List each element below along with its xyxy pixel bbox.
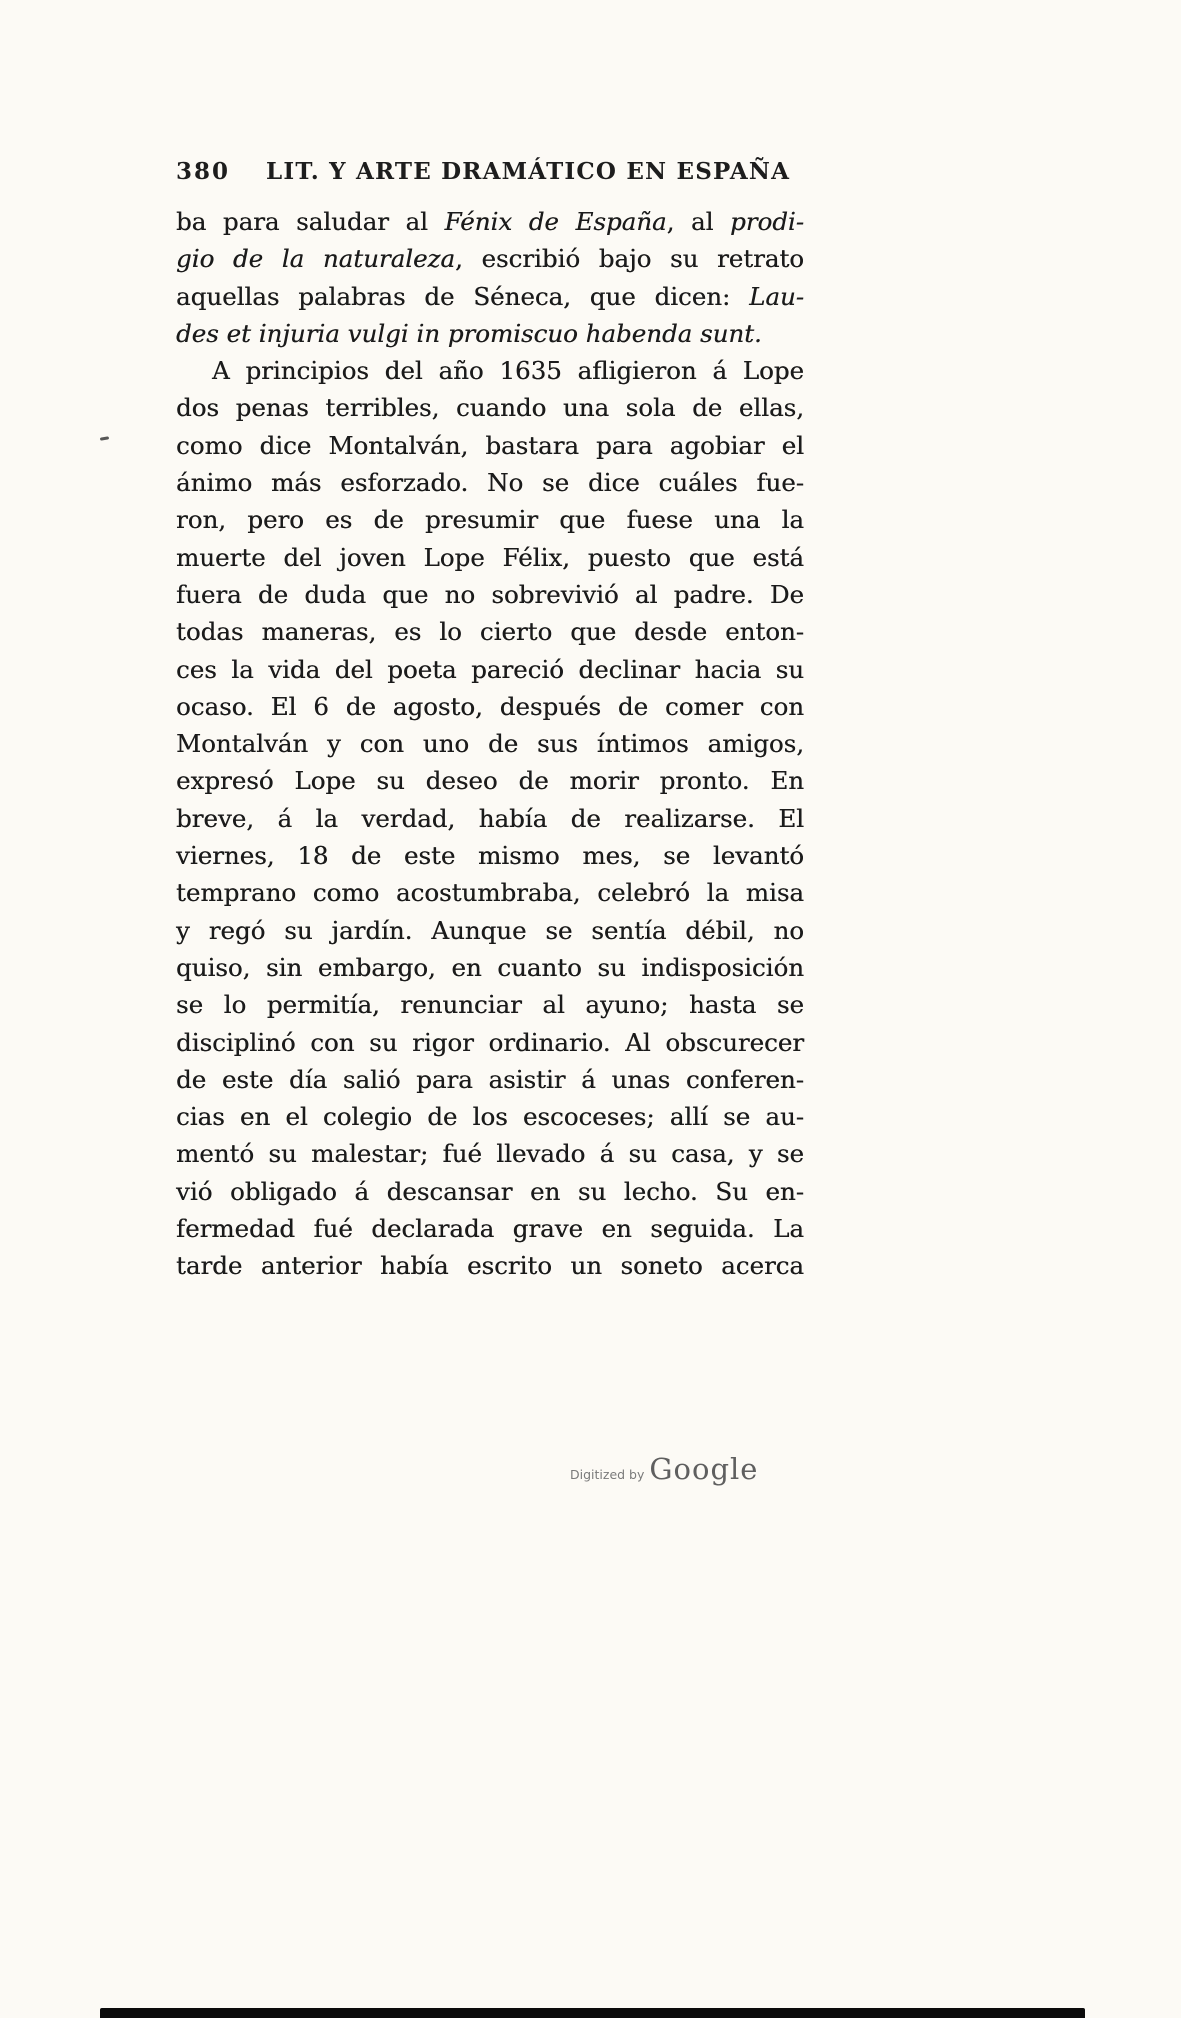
text-run: tarde anterior había escrito un soneto acerca [176, 1251, 804, 1281]
text-run: aquellas palabras de Séneca, que dicen: [176, 281, 750, 311]
text-run: ánimo más esforzado. No se dice cuáles fue- [176, 468, 804, 498]
text-run: y regó su jardín. Aunque se sentía débil, no [176, 915, 804, 945]
text-line [176, 278, 804, 315]
text-run: breve, á la verdad, había de realizarse. El [176, 803, 804, 833]
text-line [176, 389, 804, 426]
text-line [176, 1210, 804, 1247]
text-line [176, 874, 804, 911]
text-run: expresó Lope su deseo de morir pronto. En [176, 766, 804, 796]
text-run: , al [666, 207, 731, 236]
italic-run: gio de la naturaleza [176, 244, 456, 274]
text-block [176, 203, 804, 1285]
text-run: , escribió bajo su retrato [455, 244, 804, 274]
text-run: fuera de duda que no sobrevivió al padre. De [176, 579, 804, 609]
text-run: vió obligado á descansar en su lecho. Su en- [176, 1176, 804, 1206]
scan-artifact-bar [100, 2008, 1085, 2018]
text-line [176, 240, 804, 277]
text-line [176, 352, 804, 389]
text-line [176, 1135, 804, 1172]
text-line [176, 688, 804, 725]
text-run: Montalván y con uno de sus íntimos amigos, [176, 729, 804, 759]
italic-run: Lau- [749, 281, 804, 311]
text-line [176, 576, 804, 613]
digitized-by-watermark [570, 1452, 758, 1486]
text-line [176, 501, 804, 538]
text-run: ron, pero es de presumir que fuese una la [176, 505, 804, 535]
text-line [176, 986, 804, 1023]
text-line [176, 1098, 804, 1135]
text-run: fermedad fué declarada grave en seguida. La [176, 1214, 804, 1244]
text-line [176, 203, 804, 240]
text-line [176, 725, 804, 762]
text-line [176, 1173, 804, 1210]
text-line [176, 315, 804, 352]
digitized-by-label: Digitized by [570, 1467, 645, 1482]
text-run: de este día salió para asistir á unas conferen- [176, 1064, 804, 1094]
text-run: quiso, sin embargo, en cuanto su indisposición [176, 952, 804, 982]
text-run: viernes, 18 de este mismo mes, se levantó [176, 841, 804, 871]
page-header [176, 158, 816, 185]
text-run: A principios del año 1635 afligieron á Lope [212, 356, 804, 386]
text-run: muerte del joven Lope Félix, puesto que está [176, 542, 804, 572]
text-run: disciplinó con su rigor ordinario. Al obscurecer [176, 1027, 804, 1057]
text-line [176, 762, 804, 799]
text-run: dos penas terribles, cuando una sola de ellas, [176, 393, 804, 423]
text-line [176, 464, 804, 501]
text-run: ces la vida del poeta pareció declinar hacia su [176, 654, 804, 684]
text-line [176, 949, 804, 986]
text-run: se lo permitía, renunciar al ayuno; hasta se [176, 990, 804, 1020]
text-line [176, 1024, 804, 1061]
text-run: ba para saludar al [176, 207, 445, 236]
text-run: ocaso. El 6 de agosto, después de comer con [176, 691, 804, 721]
text-run: temprano como acostumbraba, celebró la misa [176, 878, 804, 908]
text-line [176, 1061, 804, 1098]
text-line [176, 912, 804, 949]
running-title: LIT. Y ARTE DRAMÁTICO EN ESPAÑA [266, 158, 791, 185]
page-number: 380 [176, 158, 231, 185]
text-line [176, 1247, 804, 1284]
text-run: todas maneras, es lo cierto que desde enton- [176, 617, 804, 647]
google-logo: Google [649, 1452, 759, 1486]
text-run: cias en el colegio de los escoceses; allí se au- [176, 1102, 804, 1132]
italic-run: des et injuria vulgi in promiscuo habenda sunt. [176, 318, 762, 348]
text-line [176, 427, 804, 464]
italic-run: Fénix de España [444, 207, 667, 236]
italic-run: prodi- [730, 207, 804, 236]
text-line [176, 613, 804, 650]
text-run: como dice Montalván, bastara para agobiar el [176, 430, 804, 460]
text-line [176, 800, 804, 837]
text-line [176, 651, 804, 688]
margin-ink-mark [100, 436, 109, 441]
text-run: mentó su malestar; fué llevado á su casa, y se [176, 1139, 804, 1169]
text-line [176, 837, 804, 874]
text-line [176, 539, 804, 576]
